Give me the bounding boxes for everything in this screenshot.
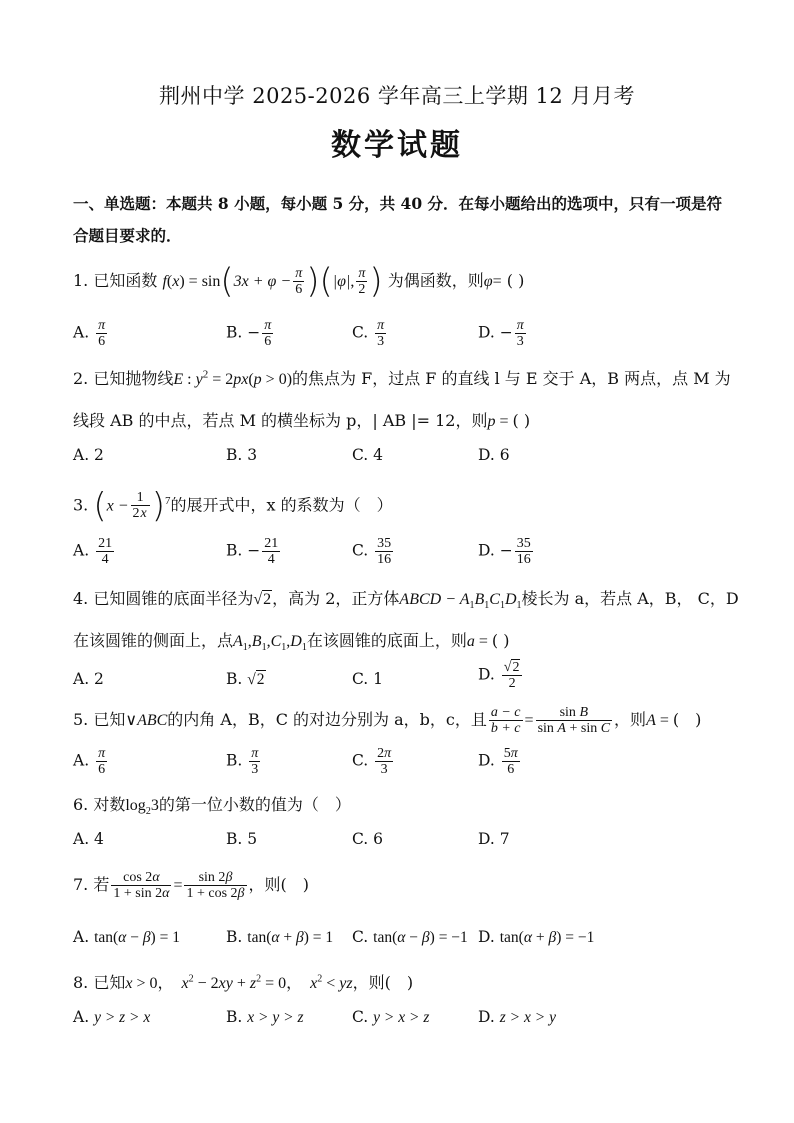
question-1-option-d[interactable]: D. − $\frac{\pi}{3}$ [478,318,524,349]
question-8-option-c[interactable]: C. y > x > z [352,1008,430,1026]
question-2-option-b[interactable]: B. 3 [226,446,258,464]
question-7-stem: 7. 若 $\frac{\cos 2\alpha}{1 + \sin 2\alpha}$ = $\frac{\sin 2\beta}{1 + \cos 2\beta}$ ，则( ) [73,870,310,901]
question-3-stem: 3. (x − $\frac{1}{2x}$ )$^7$的展开式中，x 的系数为（ ） [73,485,393,526]
question-2-stem-line2: 线段 AB 的中点，若点 M 的横坐标为 p，| AB |= 12，则p = ( ) [73,411,531,430]
question-5-stem: 5. 已知∨ABC的内角 A，B，C 的对边分别为 a，b，c，且 $\frac{a - c}{b + c}$ = $\frac{\text{sin B}}{\text{sin A + sin C}}$ ，则A = ( ) [73,705,702,736]
question-3-option-b[interactable]: B. − $\frac{21}{4}$ [226,536,279,567]
section-heading-line1: 一、单选题：本题共 8 小题，每小题 5 分，共 40 分．在每小题给出的选项中，只有一项是符 [73,194,723,213]
question-8-option-b[interactable]: B. x > y > z [226,1008,304,1026]
question-6-option-d[interactable]: D. 7 [478,830,510,848]
question-6-stem: 6. 对数$\log_23$的第一位小数的值为（ ） [73,795,351,818]
question-6-option-b[interactable]: B. 5 [226,830,258,848]
question-7-option-b[interactable]: B. tan(α + β) = 1 [226,928,334,946]
exam-header-title: 荆州中学 2025-2026 学年高三上学期 12 月月考 [159,84,635,108]
question-8-stem: 8. 已知x > 0， $x^2 - 2xy + z^2 = 0$， $x^2$ < yz，则( ) [73,973,414,992]
question-5-option-b[interactable]: B. $\frac{\pi}{3}$ [226,746,259,777]
question-5-option-a[interactable]: A. $\frac{\pi}{6}$ [73,746,106,777]
question-1-option-c[interactable]: C. $\frac{\pi}{3}$ [352,318,385,349]
question-4-option-b[interactable]: B. √2 [226,670,265,688]
question-8-option-a[interactable]: A. y > z > x [73,1008,151,1026]
question-6-option-a[interactable]: A. 4 [73,830,104,848]
question-7-option-c[interactable]: C. tan(α − β) = −1 [352,928,468,946]
exam-subject-title: 数学试题 [331,128,463,163]
question-5-option-c[interactable]: C. $\frac{2\pi}{3}$ [352,746,392,777]
question-3-option-d[interactable]: D. − $\frac{35}{16}$ [478,536,531,567]
question-1-stem: 1. 已知函数 f(x) = sin(3x + φ − $\frac{\pi}{6}$ )(|φ|, $\frac{\pi}{2}$ ) 为偶函数，则φ= ( ) [73,261,525,302]
question-1-option-a[interactable]: A. $\frac{\pi}{6}$ [73,318,106,349]
question-6-option-c[interactable]: C. 6 [352,830,384,848]
section-heading-line2: 合题目要求的． [73,226,182,245]
question-5-option-d[interactable]: D. $\frac{5\pi}{6}$ [478,746,518,777]
question-8-option-d[interactable]: D. z > x > y [478,1008,556,1026]
question-4-stem-line2: 在该圆锥的侧面上，点$A_1,B_1,C_1,D_1$在该圆锥的底面上，则a = ( ) [73,631,510,654]
question-2-option-c[interactable]: C. 4 [352,446,384,464]
question-1-option-b[interactable]: B. − $\frac{\pi}{6}$ [226,318,272,349]
question-4-option-d[interactable]: D. $\frac{√2}{2}$ [478,660,524,691]
question-3-option-a[interactable]: A. $\frac{21}{4}$ [73,536,113,567]
question-4-option-a[interactable]: A. 2 [73,670,104,688]
question-4-stem-line1: 4. 已知圆锥的底面半径为√2，高为 2，正方体ABCD − $A_1B_1C_1D_1$棱长为 a，若点 A，B， C，D [73,589,739,612]
question-7-option-a[interactable]: A. tan(α − β) = 1 [73,928,180,946]
question-4-option-c[interactable]: C. 1 [352,670,384,688]
question-3-option-c[interactable]: C. $\frac{35}{16}$ [352,536,392,567]
question-2-stem-line1: 2. 已知抛物线E : $y^2 = 2px(p > 0)$的焦点为 F，过点 F 的直线 l 与 E 交于 A，B 两点，点 M 为 [73,368,731,388]
question-7-option-d[interactable]: D. tan(α + β) = −1 [478,928,595,946]
question-2-option-a[interactable]: A. 2 [73,446,104,464]
question-2-option-d[interactable]: D. 6 [478,446,510,464]
